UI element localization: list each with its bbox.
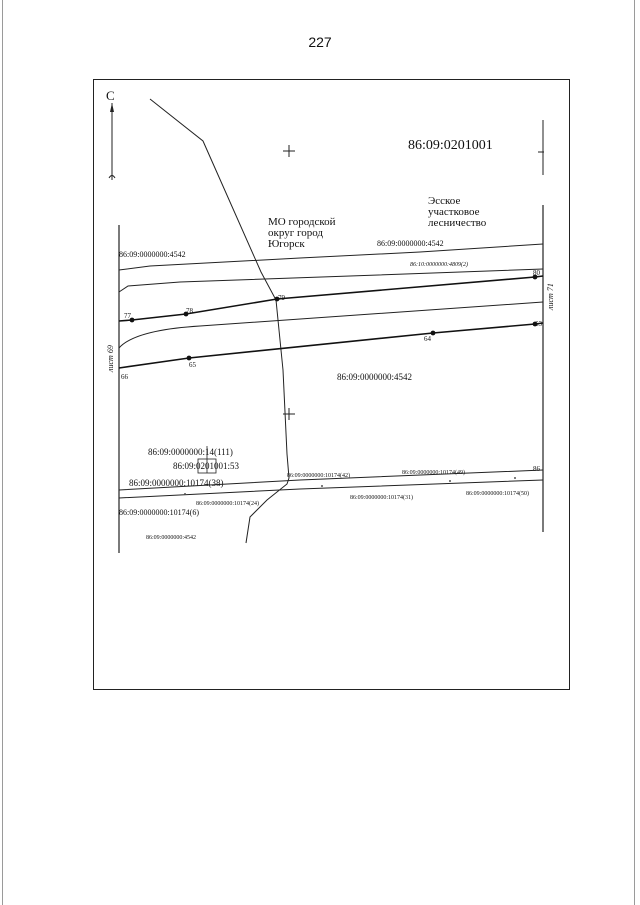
forest-label-line3: лесничество bbox=[428, 217, 487, 229]
north-arrow bbox=[106, 88, 115, 180]
point-78: 78 bbox=[186, 307, 193, 315]
parcel-14: 86:09:0000000:14(111) bbox=[148, 447, 233, 457]
parcel-10174-24: 86:09:0000000:10174(24) bbox=[196, 501, 259, 507]
point-63: 63 bbox=[535, 320, 542, 328]
point-77: 77 bbox=[124, 312, 131, 320]
point-80: 80 bbox=[533, 269, 540, 277]
boundary-points bbox=[130, 275, 538, 361]
road-edge-3 bbox=[119, 302, 543, 348]
parcel-10174-50: 86:09:0000000:10174(50) bbox=[466, 491, 529, 497]
north-label: С bbox=[106, 88, 115, 103]
parcel-10174-38: 86:09:0000000:10174(38) bbox=[129, 478, 224, 488]
parcel-10174-49: 86:09:0000000:10174(49) bbox=[402, 470, 465, 476]
road-edge-2 bbox=[119, 269, 543, 292]
forest-label-line1: Эсское bbox=[428, 195, 461, 207]
parcel-line-77-80 bbox=[119, 276, 543, 321]
point-79: 79 bbox=[278, 294, 285, 302]
parcel-10174-6: 86:09:0000000:10174(6) bbox=[119, 508, 199, 517]
mo-label-line3: Югорск bbox=[268, 238, 305, 250]
parcel-4542-left: 86:09:0000000:4542 bbox=[119, 250, 186, 259]
point-66: 66 bbox=[121, 373, 128, 381]
parcel-4542-center: 86:09:0000000:4542 bbox=[337, 372, 413, 382]
mo-label-line1: МО городской bbox=[268, 216, 336, 228]
parcel-4542-bottom: 86:09:0000000:4542 bbox=[146, 535, 197, 541]
quarter-number: 86:09:0201001 bbox=[408, 138, 493, 153]
page-number: 227 bbox=[308, 34, 332, 50]
point-64: 64 bbox=[424, 335, 431, 343]
parcel-10174-42: 86:09:0000000:10174(42) bbox=[287, 473, 350, 479]
point-65: 65 bbox=[189, 361, 196, 369]
sheet-right-label: лист 71 bbox=[546, 283, 555, 310]
parcel-10174-31: 86:09:0000000:10174(31) bbox=[350, 495, 413, 501]
point-86: 86 bbox=[533, 465, 540, 473]
sheet-left-label: лист 69 bbox=[106, 345, 115, 372]
mo-label-line2: округ город bbox=[268, 227, 323, 239]
parcel-line-66-63 bbox=[119, 323, 543, 368]
forest-label-line2: участковое bbox=[428, 206, 480, 218]
parcel-4542-top: 86:09:0000000:4542 bbox=[377, 239, 444, 248]
parcel-4809: 86:10:0000000:4809(2) bbox=[410, 262, 468, 268]
parcel-53: 86:09:0201001:53 bbox=[173, 461, 240, 471]
